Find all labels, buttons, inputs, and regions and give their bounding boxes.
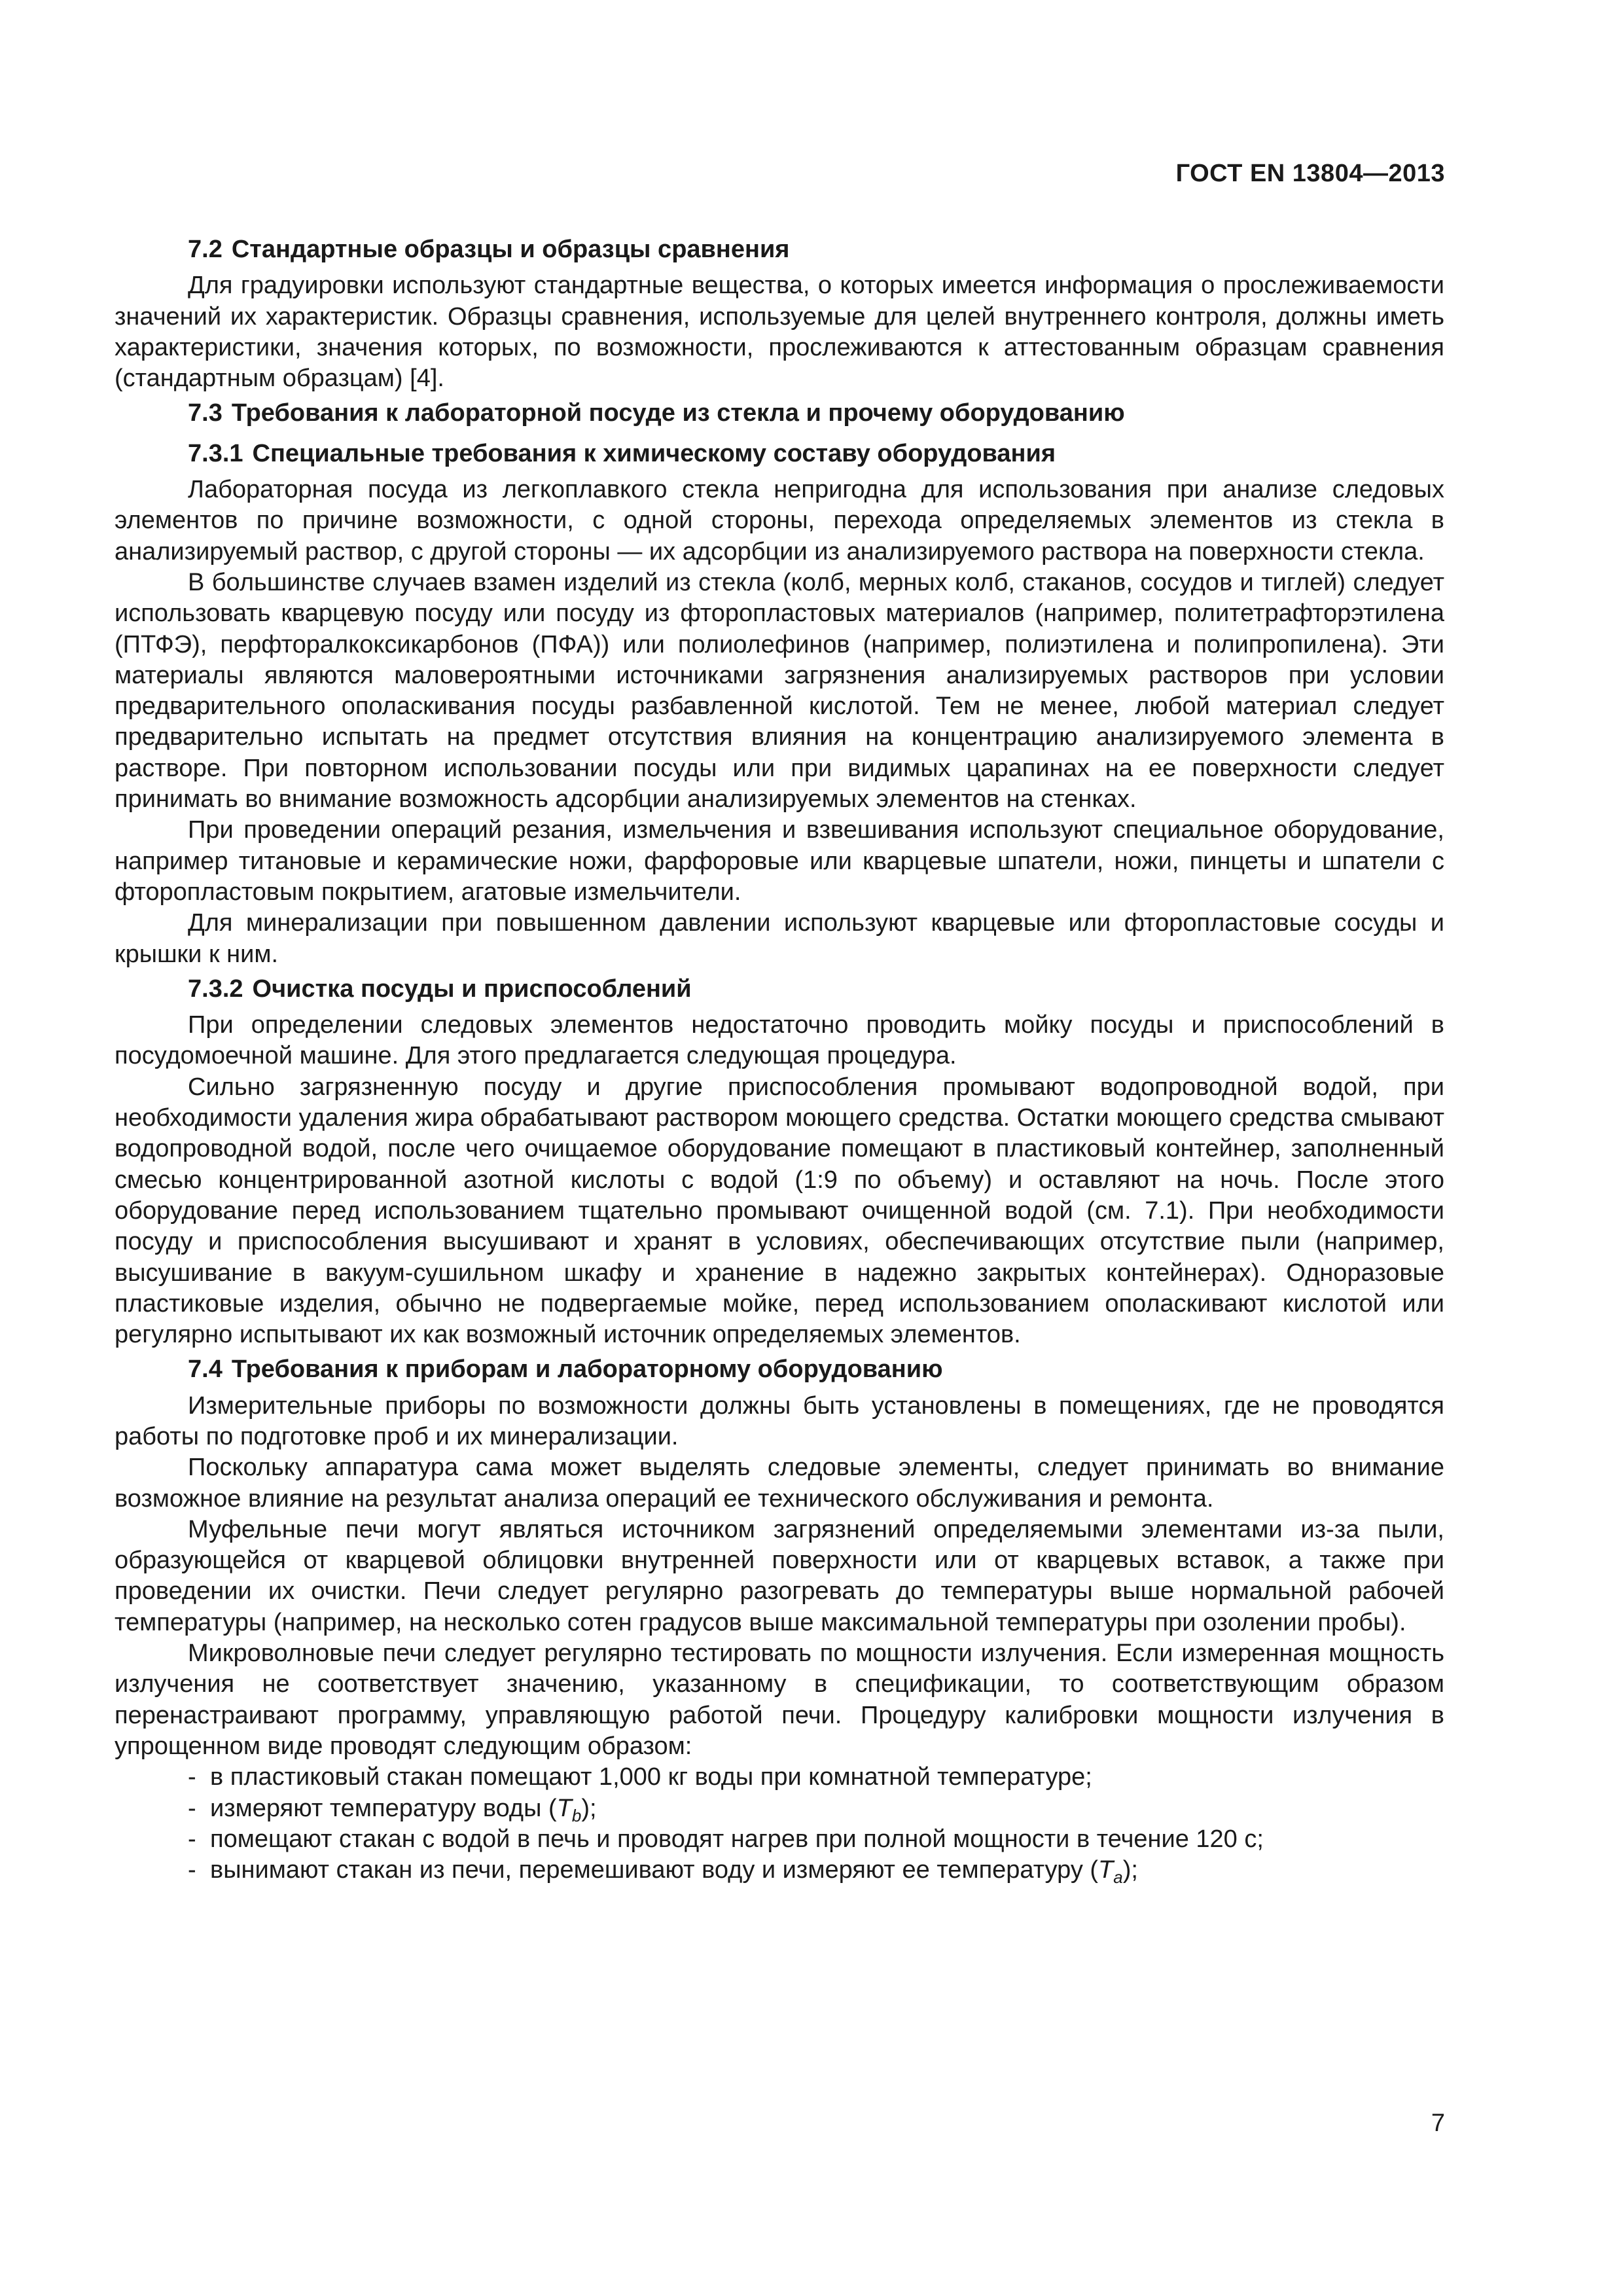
paragraph: Поскольку аппаратура сама может выделять следовые элементы, следует принимать во внимание возможное влияние на результат анализа операций ее технического обслуживания и ремонта.: [115, 1454, 1444, 1513]
section-heading-7-3: [115, 394, 1444, 434]
section-heading-7-3-2: [115, 970, 1444, 1010]
list-item: [115, 1824, 1444, 1855]
list-item-text-end: );: [581, 1794, 597, 1822]
page-number: 7: [1431, 2109, 1445, 2137]
variable-tb: [556, 1794, 582, 1825]
section-title: Специальные требования к химическому составу оборудования: [252, 439, 1056, 467]
list-item: [115, 1762, 1444, 1793]
list-item-text: в пластиковый стакан помещают 1,000 кг воды при комнатной температуре;: [210, 1763, 1092, 1791]
section-number: 7.3.2: [188, 975, 243, 1003]
section-number: 7.3.1: [188, 439, 243, 467]
list-item-text-end: );: [1122, 1856, 1138, 1884]
paragraph: Для градуировки используют стандартные вещества, о которых имеется информация о прослеживаемости значений их характеристик. Образцы сравнения, используемые для целей внутреннего контроля, должны иметь характеристики, значения которых, по возможности, прослеживаются к аттестованным образцам сравнения (стандартным образцам) [4].: [115, 272, 1444, 393]
list-dash: -: [188, 1763, 196, 1791]
variable-symbol: T: [556, 1794, 572, 1822]
paragraph: Микроволновые печи следует регулярно тестировать по мощности излучения. Если измеренная мощность излучения не соответствует значению, указанному в спецификации, то соответствующим образом перенастраивают программу, управляющую работой печи. Процедуру калибровки мощности излучения в упрощенном виде проводят следующим образом:: [115, 1640, 1444, 1760]
list-item-text: вынимают стакан из печи, перемешивают воду и измеряют ее температуру (: [210, 1856, 1099, 1884]
list-dash: -: [188, 1825, 196, 1853]
procedure-list: [115, 1762, 1444, 1886]
list-item: [115, 1855, 1444, 1886]
section-title: Требования к приборам и лабораторному оборудованию: [231, 1355, 943, 1384]
paragraph: Для минерализации при повышенном давлении используют кварцевые или фторопластовые сосуды и крышки к ним.: [115, 909, 1444, 968]
document-body: [115, 230, 1444, 1886]
variable-symbol: T: [1098, 1856, 1114, 1884]
standard-id-header: ГОСТ EN 13804—2013: [1175, 160, 1445, 187]
section-number: 7.2: [188, 236, 223, 263]
list-dash: -: [188, 1856, 196, 1884]
section-title: Стандартные образцы и образцы сравнения: [231, 236, 790, 263]
paragraph: Сильно загрязненную посуду и другие приспособления промывают водопроводной водой, при необходимости удаления жира обрабатывают раствором моющего средства. Остатки моющего средства смывают водопроводной водой, после чего очищаемое оборудование помещают в пластиковый контейнер, заполненный смесью концентрированной азотной кислоты с водой (1:9 по объему) и оставляют на ночь. После этого оборудование перед использованием тщательно промывают очищенной водой (см. 7.1). При необходимости посуду и приспособления высушивают и хранят в условиях, обеспечивающих отсутствие пыли (например, высушивание в вакуум-сушильном шкафу и хранение в надежно закрытых контейнерах). Одноразовые пластиковые изделия, обычно не подвергаемые мойке, перед использованием ополаскивают кислотой или регулярно испытывают их как возможный источник определяемых элементов.: [115, 1073, 1444, 1349]
paragraph: Муфельные печи могут являться источником загрязнений определяемыми элементами из-за пыли, образующейся от кварцевой облицовки внутренней поверхности или от кварцевых вставок, а также при проведении их очистки. Печи следует регулярно разогревать до температуры выше нормальной рабочей температуры (например, на несколько сотен градусов выше максимальной температуры при озолении пробы).: [115, 1515, 1444, 1636]
list-item: [115, 1793, 1444, 1824]
section-title: Очистка посуды и приспособлений: [252, 975, 692, 1003]
section-heading-7-4: [115, 1350, 1444, 1390]
paragraph: Лабораторная посуда из легкоплавкого стекла непригодна для использования при анализе следовых элементов по причине возможности, с одной стороны, перехода определяемых элементов из стекла в анализируемый раствор, с другой стороны — их адсорбции из анализируемого раствора на поверхности стекла.: [115, 476, 1444, 565]
variable-subscript: a: [1113, 1867, 1123, 1888]
section-number: 7.3: [188, 399, 223, 427]
paragraph: В большинстве случаев взамен изделий из стекла (колб, мерных колб, стаканов, сосудов и тиглей) следует использовать кварцевую посуду или посуду из фторопластовых материалов (например, политетрафторэтилена (ПТФЭ), перфторалкоксикарбонов (ПФА)) или полиолефинов (например, полиэтилена и полипропилена). Эти материалы являются маловероятными источниками загрязнения анализируемых растворов при условии предварительного ополаскивания посуды разбавленной кислотой. Тем не менее, любой материал следует предварительно испытать на предмет отсутствия влияния на концентрацию анализируемого элемента в растворе. При повторном использовании посуды или при видимых царапинах на ее поверхности следует принимать во внимание возможность адсорбции анализируемых элементов на стенках.: [115, 568, 1444, 814]
section-heading-7-3-1: [115, 435, 1444, 475]
variable-ta: [1098, 1856, 1123, 1888]
variable-subscript: b: [571, 1805, 582, 1825]
list-dash: -: [188, 1794, 196, 1822]
paragraph: При определении следовых элементов недостаточно проводить мойку посуды и приспособлений в посудомоечной машине. Для этого предлагается следующая процедура.: [115, 1011, 1444, 1070]
list-item-text: измеряют температуру воды (: [210, 1794, 557, 1822]
section-heading-7-2: [115, 230, 1444, 270]
section-title: Требования к лабораторной посуде из стекла и прочему оборудованию: [231, 399, 1125, 427]
list-item-text: помещают стакан с водой в печь и проводят нагрев при полной мощности в течение 120 с;: [210, 1825, 1264, 1853]
paragraph: При проведении операций резания, измельчения и взвешивания используют специальное оборудование, например титановые и керамические ножи, фарфоровые или кварцевые шпатели, ножи, пинцеты и шпатели с фторопластовым покрытием, агатовые измельчители.: [115, 816, 1444, 906]
paragraph: Измерительные приборы по возможности должны быть установлены в помещениях, где не проводятся работы по подготовке проб и их минерализации.: [115, 1391, 1444, 1450]
section-number: 7.4: [188, 1355, 223, 1384]
